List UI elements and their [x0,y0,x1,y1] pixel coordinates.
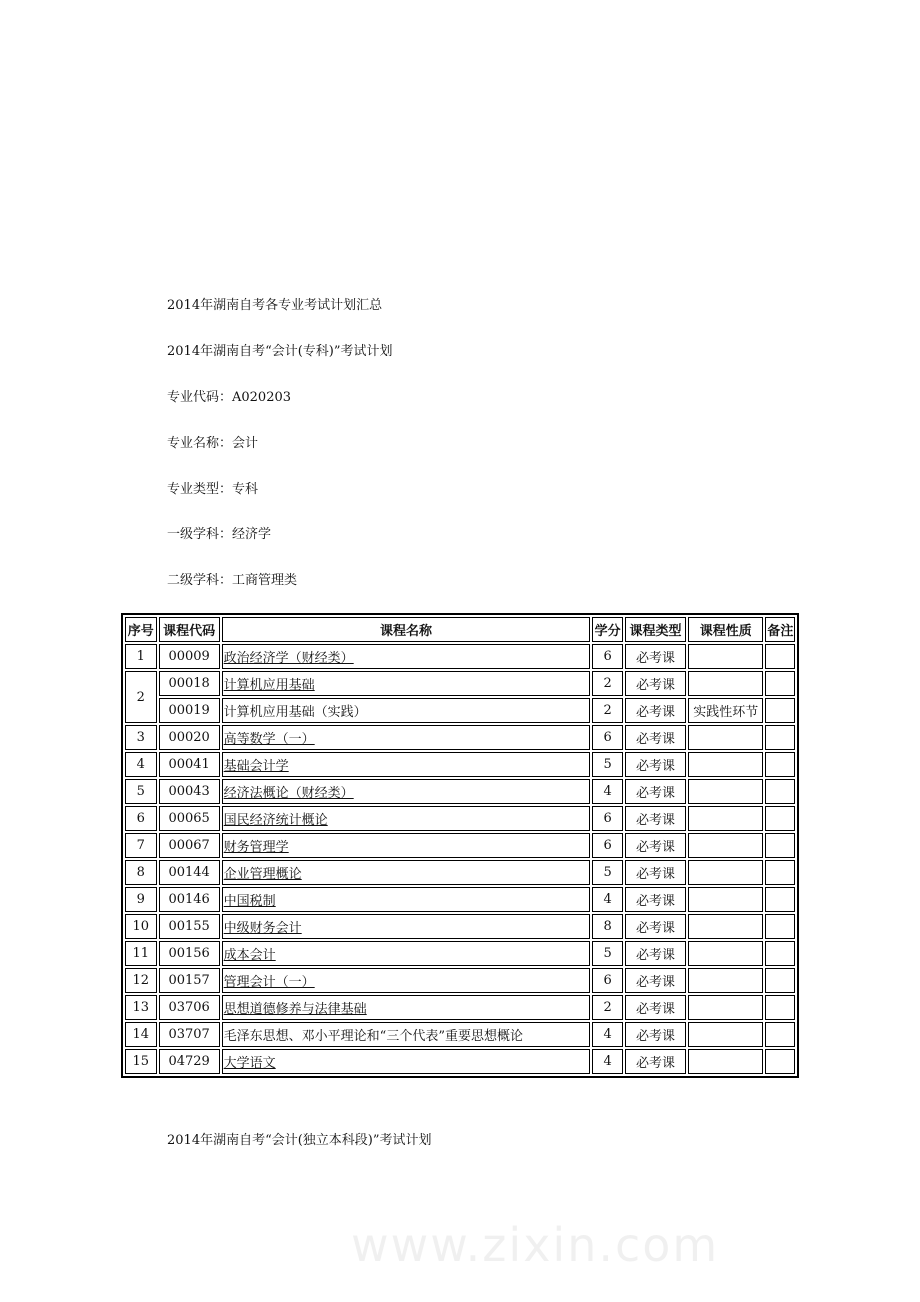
cell-type: 必考课 [625,752,686,777]
cell-nature [688,995,763,1020]
table-row [125,698,795,723]
cell-name [222,779,591,804]
cell-note [765,914,795,939]
cell-code: 00065 [159,806,220,831]
table-row [125,860,795,885]
table-row [125,941,795,966]
cell-no: 5 [125,779,157,804]
summary-title: 2014年湖南自考各专业考试计划汇总 [167,298,383,313]
cell-name [222,914,591,939]
cell-credit: 6 [592,644,623,669]
cell-nature [688,644,763,669]
cell-no: 12 [125,968,157,993]
cell-type: 必考课 [625,1022,686,1047]
major-name: 专业名称：会计 [167,436,259,451]
cell-type: 必考课 [625,671,686,696]
cell-note [765,833,795,858]
cell-nature [688,1049,763,1074]
major-type: 专业类型：专科 [167,482,259,497]
course-table [121,613,799,1078]
cell-credit: 4 [592,1049,623,1074]
header-note: 备注 [765,617,795,642]
cell-no: 3 [125,725,157,750]
cell-note [765,887,795,912]
cell-name [222,860,591,885]
cell-nature [688,752,763,777]
cell-nature [688,671,763,696]
header-no: 序号 [125,617,157,642]
cell-no: 13 [125,995,157,1020]
course-link[interactable]: 成本会计 [223,948,276,963]
course-link[interactable]: 中级财务会计 [223,921,302,936]
cell-type: 必考课 [625,833,686,858]
cell-credit: 2 [592,671,623,696]
cell-no: 4 [125,752,157,777]
cell-note [765,1022,795,1047]
cell-code: 03706 [159,995,220,1020]
cell-nature [688,833,763,858]
cell-credit: 5 [592,941,623,966]
cell-name [222,1049,591,1074]
table-row [125,644,795,669]
cell-note [765,671,795,696]
cell-name [222,644,591,669]
cell-nature [688,806,763,831]
header-credit: 学分 [592,617,623,642]
header-name: 课程名称 [222,617,591,642]
cell-note [765,1049,795,1074]
cell-type: 必考课 [625,887,686,912]
table-row [125,833,795,858]
course-link[interactable]: 财务管理学 [223,840,289,855]
cell-nature [688,887,763,912]
cell-nature [688,725,763,750]
cell-name [222,833,591,858]
cell-code: 00041 [159,752,220,777]
cell-code: 00018 [159,671,220,696]
cell-no: 9 [125,887,157,912]
table-row [125,914,795,939]
cell-credit: 4 [592,887,623,912]
cell-code: 00019 [159,698,220,723]
table-row [125,1022,795,1047]
cell-type: 必考课 [625,941,686,966]
cell-credit: 6 [592,968,623,993]
cell-code: 00009 [159,644,220,669]
cell-nature [688,779,763,804]
cell-type: 必考课 [625,1049,686,1074]
cell-code: 04729 [159,1049,220,1074]
cell-type: 必考课 [625,644,686,669]
cell-code: 00155 [159,914,220,939]
cell-type: 必考课 [625,914,686,939]
cell-code: 00144 [159,860,220,885]
cell-no: 11 [125,941,157,966]
secondary-discipline: 二级学科：工商管理类 [167,573,298,588]
cell-credit: 5 [592,752,623,777]
cell-type: 必考课 [625,779,686,804]
cell-credit: 4 [592,1022,623,1047]
cell-nature [688,860,763,885]
course-link[interactable]: 经济法概论（财经类） [223,786,354,801]
cell-type: 必考课 [625,995,686,1020]
cell-nature: 实践性环节 [688,698,763,723]
cell-no: 1 [125,644,157,669]
cell-credit: 2 [592,995,623,1020]
cell-name [222,968,591,993]
table-row [125,671,795,696]
cell-no: 14 [125,1022,157,1047]
table-row [125,968,795,993]
table-row [125,995,795,1020]
table-row [125,887,795,912]
cell-note [765,644,795,669]
cell-nature [688,1022,763,1047]
cell-credit: 6 [592,806,623,831]
cell-type: 必考课 [625,725,686,750]
cell-credit: 6 [592,833,623,858]
course-link[interactable]: 高等数学（一） [223,732,315,747]
cell-name [222,941,591,966]
cell-code: 00020 [159,725,220,750]
plan-title-benke: 2014年湖南自考“会计(独立本科段)”考试计划 [167,1133,432,1148]
cell-code: 00043 [159,779,220,804]
table-row [125,752,795,777]
course-link[interactable]: 管理会计（一） [223,975,315,990]
cell-name [222,806,591,831]
cell-type: 必考课 [625,968,686,993]
cell-name [222,887,591,912]
course-link[interactable]: 思想道德修养与法律基础 [223,1002,367,1017]
major-code: 专业代码：A020203 [167,390,292,405]
cell-note [765,698,795,723]
cell-credit: 4 [592,779,623,804]
cell-note [765,752,795,777]
course-link[interactable]: 政治经济学（财经类） [223,651,354,666]
cell-credit: 6 [592,725,623,750]
primary-discipline: 一级学科：经济学 [167,527,272,542]
cell-nature [688,914,763,939]
course-link[interactable]: 计算机应用基础 [223,678,315,693]
cell-code: 00156 [159,941,220,966]
course-link[interactable]: 国民经济统计概论 [223,813,328,828]
cell-type: 必考课 [625,860,686,885]
cell-no: 2 [125,671,157,723]
cell-credit: 2 [592,698,623,723]
cell-no: 15 [125,1049,157,1074]
cell-no: 7 [125,833,157,858]
header-nature: 课程性质 [688,617,763,642]
cell-note [765,995,795,1020]
table-row [125,1049,795,1074]
cell-type: 必考课 [625,698,686,723]
cell-note [765,806,795,831]
plan-title-zhuanke: 2014年湖南自考“会计(专科)”考试计划 [167,344,393,359]
cell-nature [688,941,763,966]
header-type: 课程类型 [625,617,686,642]
table-row [125,725,795,750]
course-link[interactable]: 企业管理概论 [223,867,302,882]
cell-no: 10 [125,914,157,939]
cell-code: 03707 [159,1022,220,1047]
cell-name [222,995,591,1020]
cell-name [222,752,591,777]
course-link[interactable]: 基础会计学 [223,759,289,774]
cell-credit: 8 [592,914,623,939]
course-link[interactable]: 中国税制 [223,894,276,909]
cell-credit: 5 [592,860,623,885]
cell-name [222,725,591,750]
cell-name: 毛泽东思想、邓小平理论和“三个代表”重要思想概论 [222,1022,591,1047]
course-link[interactable]: 大学语文 [223,1056,276,1071]
table-row [125,779,795,804]
table-row [125,806,795,831]
cell-note [765,968,795,993]
cell-no: 8 [125,860,157,885]
table-header-row [125,617,795,642]
cell-code: 00157 [159,968,220,993]
cell-name [222,671,591,696]
watermark: www.zixin.com [351,1218,720,1272]
cell-code: 00146 [159,887,220,912]
cell-nature [688,968,763,993]
cell-note [765,779,795,804]
cell-code: 00067 [159,833,220,858]
cell-no: 6 [125,806,157,831]
header-code: 课程代码 [159,617,220,642]
cell-type: 必考课 [625,806,686,831]
cell-name: 计算机应用基础（实践） [222,698,591,723]
cell-note [765,725,795,750]
cell-note [765,860,795,885]
cell-note [765,941,795,966]
